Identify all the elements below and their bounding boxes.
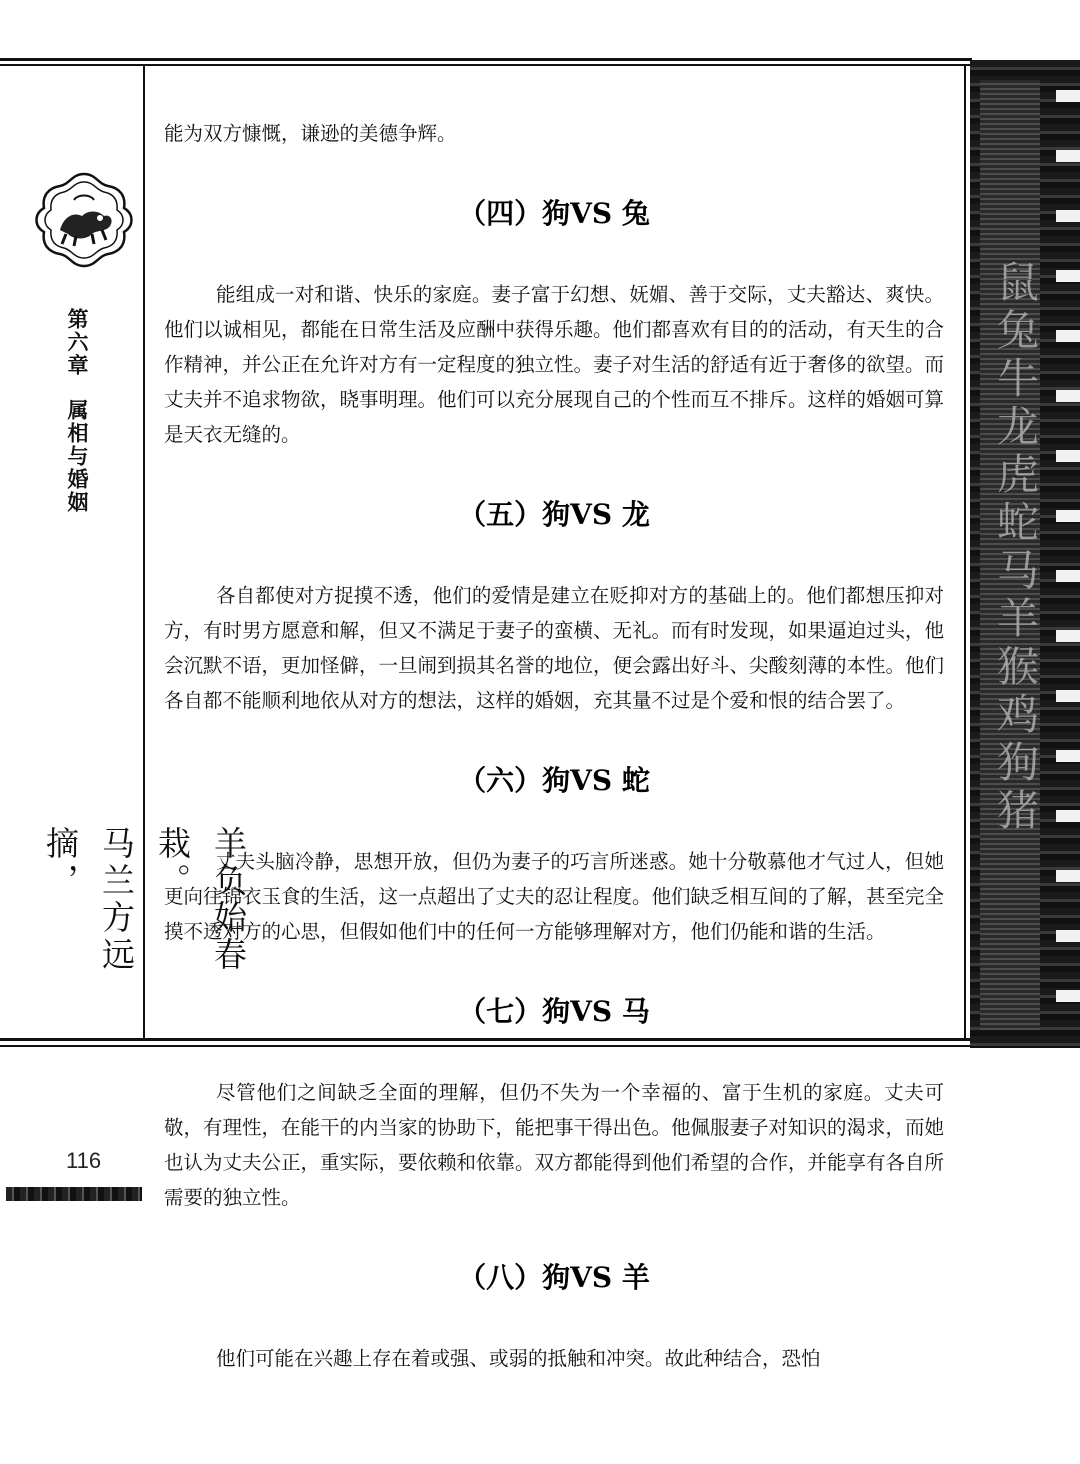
top-rule xyxy=(0,58,972,61)
strip-tick xyxy=(1056,810,1080,822)
strip-tick xyxy=(1056,750,1080,762)
strip-tick xyxy=(1056,270,1080,282)
section-paragraph: 丈夫头脑冷静，思想开放，但仍为妻子的巧言所迷惑。她十分敬慕他才气过人，但她更向往锦衣玉食的生活，这一点超出了丈夫的忍让程度。他们缺乏相互间的了解，甚至完全摸不透对方的心思，但假如他们中的任何一方能够理解对方，他们仍能和谐的生活。 xyxy=(164,850,945,943)
strip-tick xyxy=(1056,930,1080,942)
page-number-bar xyxy=(6,1187,142,1201)
decorative-strip-text: 鼠兔牛龙虎蛇马羊猴鸡狗猪 xyxy=(991,260,1040,836)
strip-tick xyxy=(1056,90,1080,102)
chapter-char: 章 xyxy=(65,354,89,377)
main-text xyxy=(164,116,944,1376)
strip-tick xyxy=(1056,210,1080,222)
section-paragraph: 能组成一对和谐、快乐的家庭。妻子富于幻想、妩媚、善于交际，丈夫豁达、爽快。他们以诚相见，都能在日常生活及应酬中获得乐趣。他们都喜欢有目的的活动，有天生的合作精神，并公正在允许对方有一定程度的独立性。妻子对生活的舒适有近于奢侈的欲望。而丈夫并不追求物欲，晓事明理。他们可以充分展现自己的个性而互不排斥。这样的婚姻可算是天衣无缝的。 xyxy=(164,283,945,446)
lead-paragraph: 能为双方慷慨，谦逊的美德争辉。 xyxy=(164,122,457,145)
decorative-tick-marks xyxy=(1050,60,1080,1048)
strip-tick xyxy=(1056,330,1080,342)
section-paragraph: 各自都使对方捉摸不透，他们的爱情是建立在贬抑对方的基础上的。他们都想压抑对方，有时男方愿意和解，但又不满足于妻子的蛮横、无礼。而有时发现，如果逼迫过头，他会沉默不语，更加怪僻，一旦闹到损其名誉的地位，便会露出好斗、尖酸刻薄的本性。他们各自都不能顺利地依从对方的想法，这样的婚姻，充其量不过是个爱和恨的结合罢了。 xyxy=(164,584,945,712)
strip-tick xyxy=(1056,870,1080,882)
section-heading: （四）狗VS 兔 xyxy=(458,197,650,230)
strip-tick xyxy=(1056,390,1080,402)
strip-tick xyxy=(1056,690,1080,702)
section-heading: （五）狗VS 龙 xyxy=(458,498,650,531)
chapter-char: 与 xyxy=(65,445,89,468)
chapter-char: 第 xyxy=(65,308,89,331)
poem-line: 羊负始春栽。 xyxy=(153,826,248,974)
strip-tick xyxy=(1056,990,1080,1002)
strip-tick xyxy=(1056,510,1080,522)
section-heading: （八）狗VS 羊 xyxy=(458,1261,650,1294)
chapter-char: 六 xyxy=(65,331,89,354)
strip-tick xyxy=(1056,150,1080,162)
poem-line: 马兰方远摘， xyxy=(41,826,136,974)
chapter-char: 婚 xyxy=(65,468,89,491)
page-number: 116 xyxy=(66,1148,102,1173)
chapter-char: 属 xyxy=(65,399,89,422)
section-paragraph: 他们可能在兴趣上存在着或强、或弱的抵触和冲突。故此种结合，恐怕 xyxy=(216,1347,821,1370)
right-margin-divider xyxy=(964,64,966,1040)
zodiac-emblem-icon xyxy=(30,170,138,270)
strip-tick xyxy=(1056,630,1080,642)
strip-tick xyxy=(1056,570,1080,582)
section-heading: （六）狗VS 蛇 xyxy=(458,764,650,797)
strip-tick xyxy=(1056,450,1080,462)
chapter-char: 相 xyxy=(65,422,89,445)
chapter-char: 姻 xyxy=(65,491,89,514)
section-heading: （七）狗VS 马 xyxy=(458,995,650,1028)
chapter-title xyxy=(62,308,92,514)
section-paragraph: 尽管他们之间缺乏全面的理解，但仍不失为一个幸福的、富于生机的家庭。丈夫可敬，有理性，在能干的内当家的协助下，能把事干得出色。他佩服妻子对知识的渴求，而她也认为丈夫公正，重实际，要依赖和依靠。双方都能得到他们希望的合作，并能享有各自所需要的独立性。 xyxy=(164,1081,945,1209)
top-rule-thin xyxy=(0,64,972,66)
